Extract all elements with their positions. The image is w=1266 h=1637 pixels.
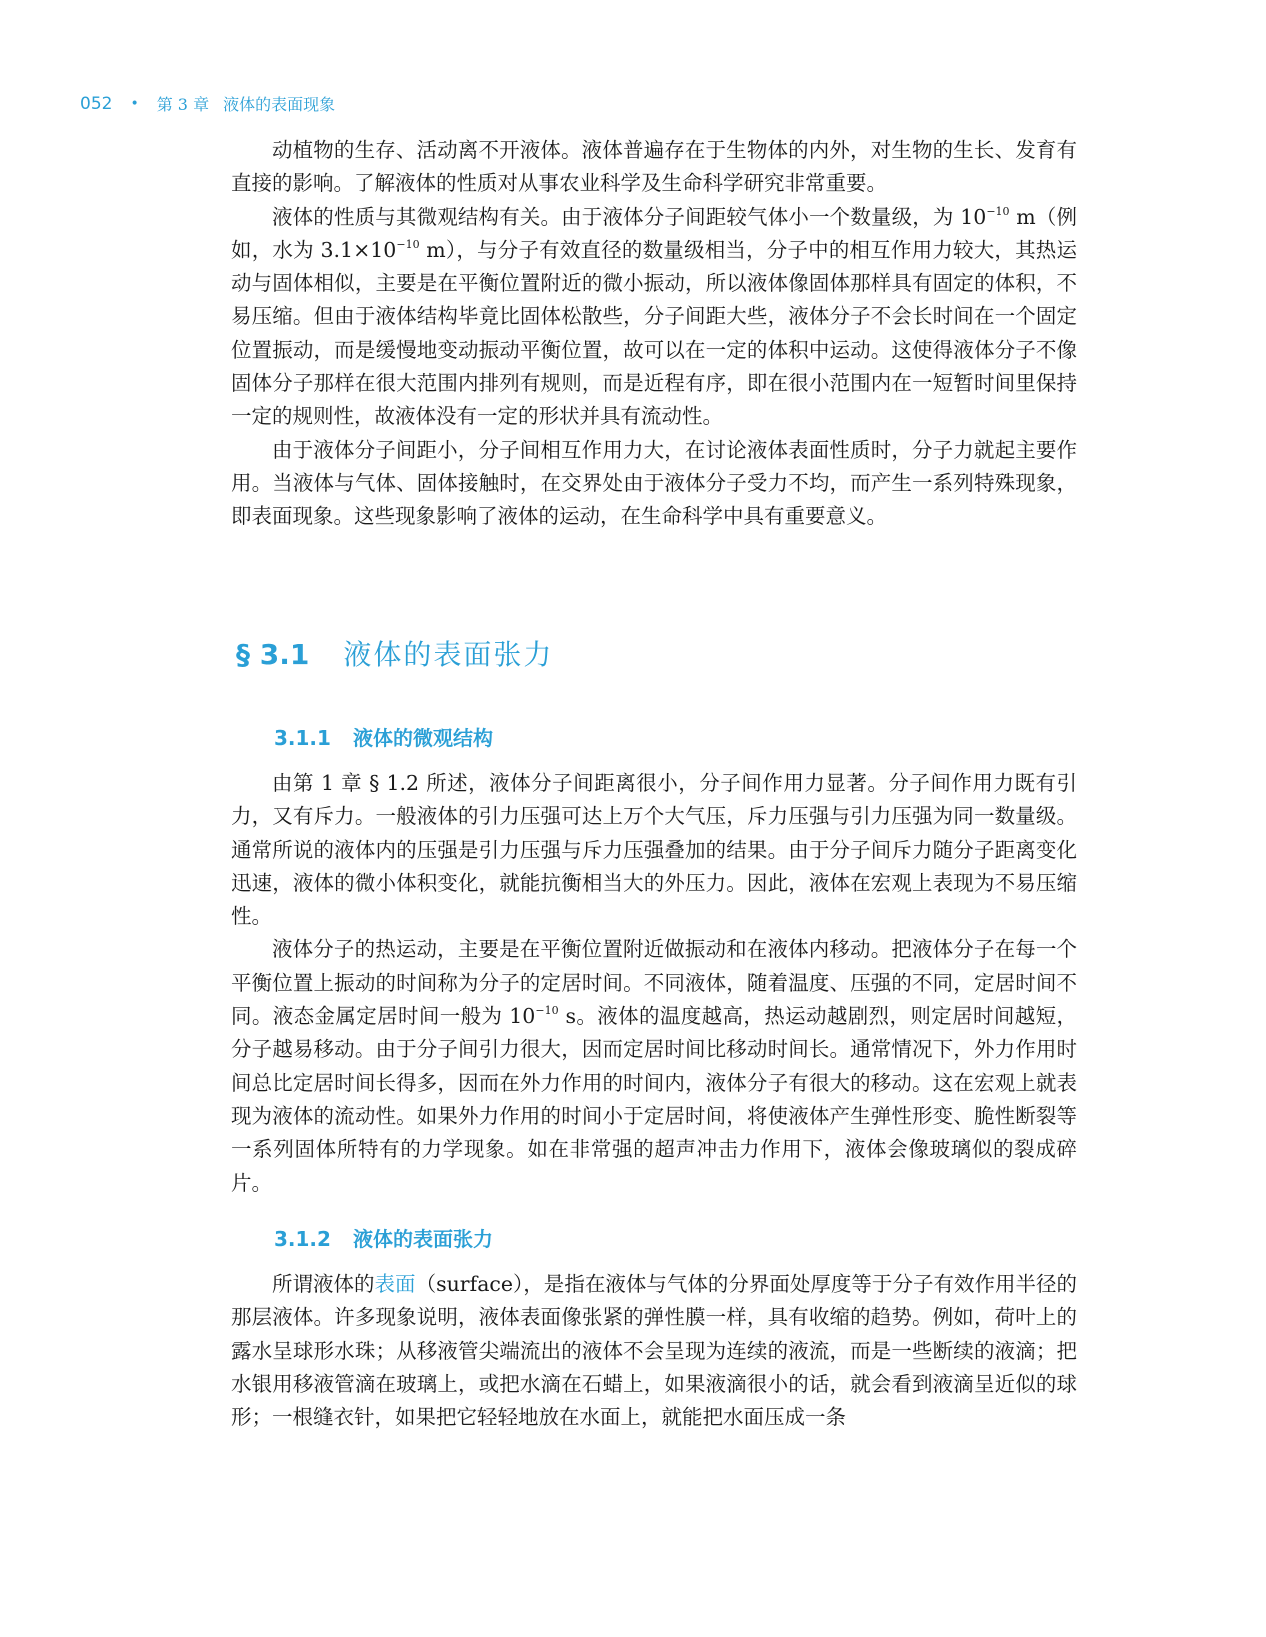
chapter-label xyxy=(157,92,349,115)
subsection-number: 3.1.2 xyxy=(274,1227,331,1251)
intro-paragraph-3: 由于液体分子间距小，分子间相互作用力大，在讨论液体表面性质时，分子力就起主要作用。当液体与气体、固体接触时，在交界处由于液体分子受力不均，而产生一系列特殊现象，即表面现象。这些现象影响了液体的运动，在生命科学中具有重要意义。 xyxy=(231,437,1077,529)
subsection-title: 液体的微观结构 xyxy=(352,726,493,750)
section-number: § 3.1 xyxy=(236,638,310,671)
subsection-title: 液体的表面张力 xyxy=(352,1227,493,1251)
intro-text xyxy=(231,134,1077,534)
intro-paragraph-1: 动植物的生存、活动离不开液体。液体普遍存在于生物体的内外，对生物的生长、发育有直接的影响。了解液体的性质对从事农业科学及生命科学研究非常重要。 xyxy=(231,138,1077,196)
sub2-paragraph-1: 所谓液体的表面（surface），是指在液体与气体的分界面处厚度等于分子有效作用半径的那层液体。许多现象说明，液体表面像张紧的弹性膜一样，具有收缩的趋势。例如，荷叶上的露水呈球形水珠；从移液管尖端流出的液体不会呈现为连续的液流，而是一些断续的液滴；把水银用移液管滴在玻璃上，或把水滴在石蜡上，如果液滴很小的话，就会看到液滴呈近似的球形；一根缝衣针，如果把它轻轻地放在水面上，就能把水面压成一条 xyxy=(231,1272,1078,1430)
term-highlight: 表面 xyxy=(374,1272,416,1296)
running-header xyxy=(80,92,349,115)
sub1-paragraph-1: 由第 1 章 § 1.2 所述，液体分子间距离很小，分子间作用力显著。分子间作用力既有引力，又有斥力。一般液体的引力压强可达上万个大气压，斥力压强与引力压强为同一数量级。通常所说的液体内的压强是引力压强与斥力压强叠加的结果。由于分子间斥力随分子距离变化迅速，液体的微小体积变化，就能抗衡相当大的外压力。因此，液体在宏观上表现为不易压缩性。 xyxy=(231,771,1077,929)
subsection-heading-2 xyxy=(274,1223,493,1252)
header-bullet: • xyxy=(130,95,139,112)
chapter-number: 第 3 章 xyxy=(156,95,210,114)
page-number: 052 xyxy=(80,93,113,114)
subsection-1-text xyxy=(231,767,1077,1200)
intro-paragraph-2: 液体的性质与其微观结构有关。由于液体分子间距较气体小一个数量级，为 $10^{-10}$ m（例如，水为 $3.1\times 10^{-10}$ m），与分子有效直径的数量级相当，分子中的相互作用力较大，其热运动与固体相似，主要是在平衡位置附近的微小振动，所以液体像固体那样具有固定的体积，不易压缩。但由于液体结构毕竟比固体松散些，分子间距大些，液体分子不会长时间在一个固定位置振动，而是缓慢地变动振动平衡位置，故可以在一定的体积中运动。这使得液体分子不像固体分子那样在很大范围内排列有规则，而是近程有序，即在很小范围内在一短暂时间里保持一定的规则性，故液体没有一定的形状并具有流动性。 xyxy=(231,204,1077,429)
subsection-heading-1 xyxy=(274,722,493,751)
sub1-paragraph-2: 液体分子的热运动，主要是在平衡位置附近做振动和在液体内移动。把液体分子在每一个平衡位置上振动的时间称为分子的定居时间。不同液体，随着温度、压强的不同，定居时间不同。液态金属定居时间一般为 $10^{-10}$ s。液体的温度越高，热运动越剧烈，则定居时间越短，分子越易移动。由于分子间引力很大，因而定居时间比移动时间长。通常情况下，外力作用时间总比定居时间长得多，因而在外力作用的时间内，液体分子有很大的移动。这在宏观上就表现为液体的流动性。如果外力作用的时间小于定居时间，将使液体产生弹性形变、脆性断裂等一系列固体所特有的力学现象。如在非常强的超声冲击力作用下，液体会像玻璃似的裂成碎片。 xyxy=(231,937,1077,1195)
subsection-2-text xyxy=(231,1268,1077,1434)
subsection-number: 3.1.1 xyxy=(274,726,331,750)
chapter-title: 液体的表面现象 xyxy=(223,95,336,114)
section-title: 液体的表面张力 xyxy=(343,638,554,671)
section-heading xyxy=(236,633,553,673)
